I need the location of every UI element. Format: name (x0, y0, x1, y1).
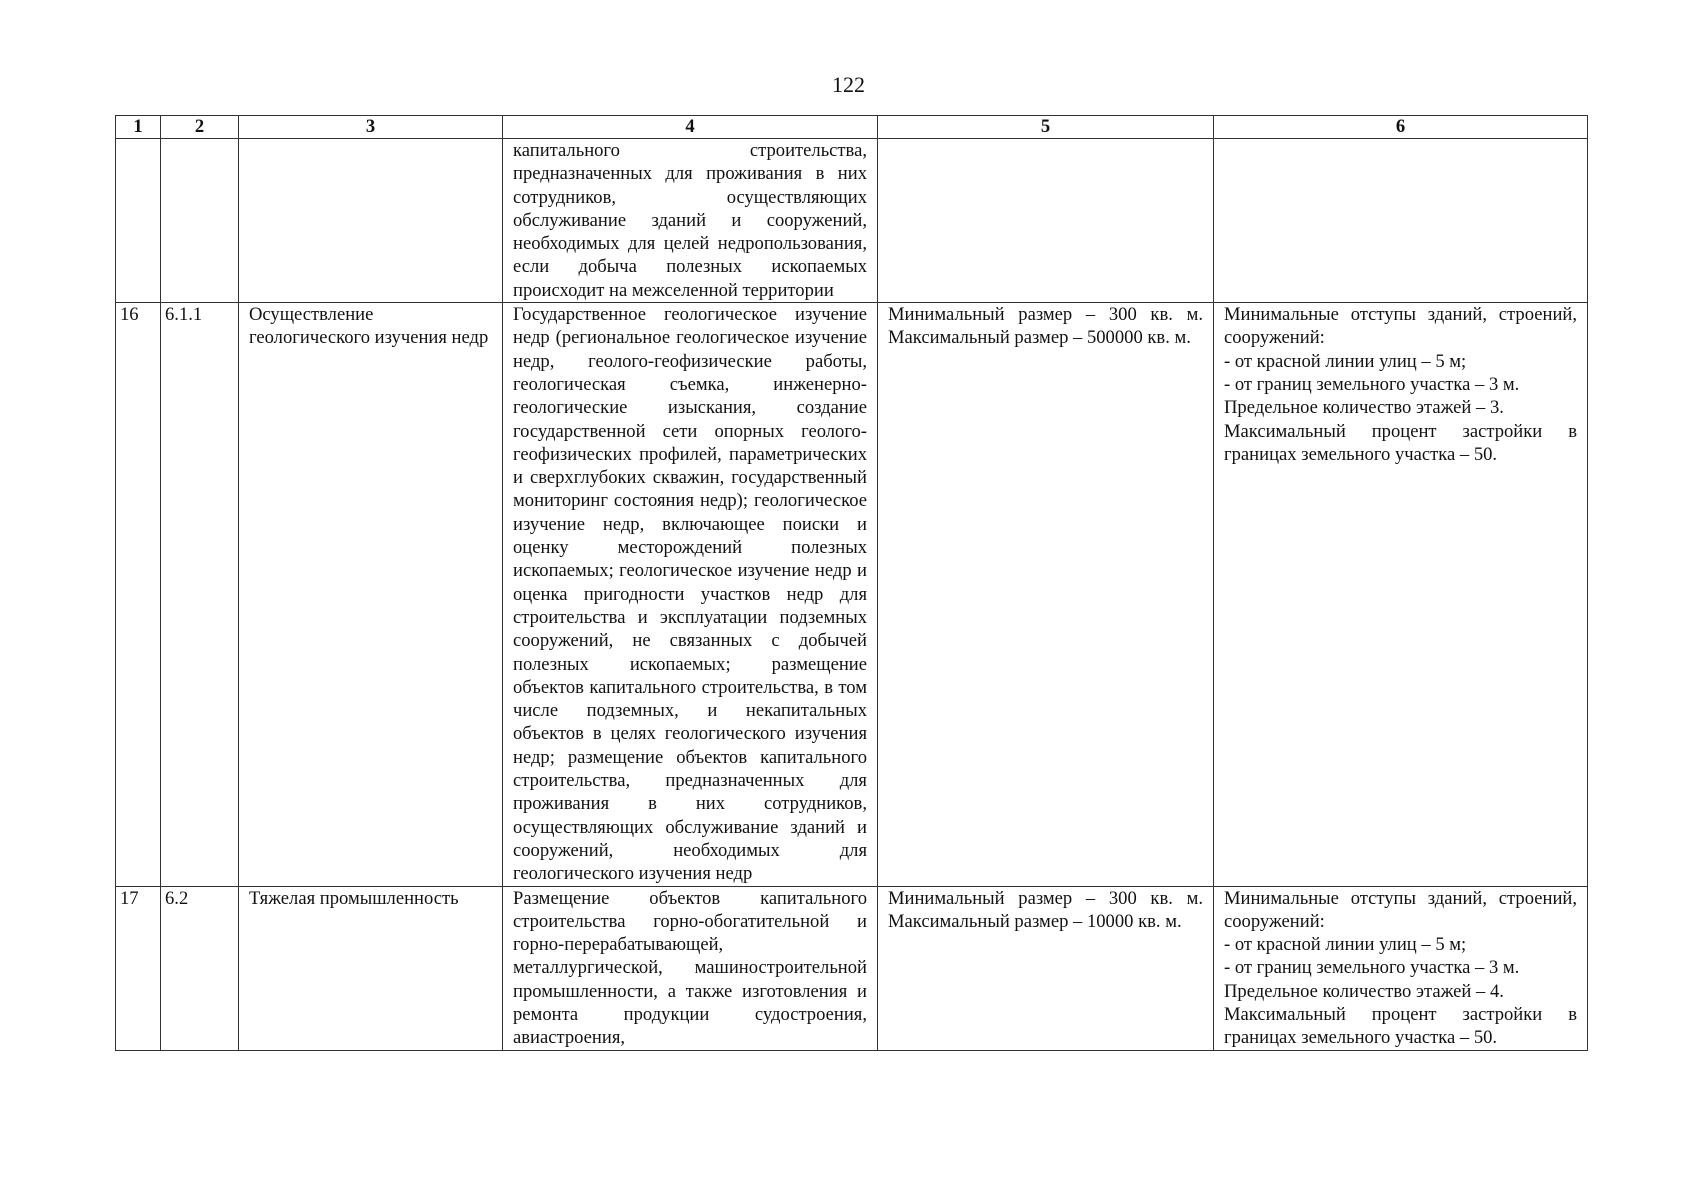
param-line: Максимальный процент застройки в границах земельного участка – 50. (1224, 420, 1577, 465)
param-line: Минимальные отступы зданий, строений, сооружений: (1224, 304, 1577, 349)
table-row (116, 886, 1588, 1050)
cell-use-name: Осуществление геологического изучения недр (239, 303, 503, 886)
cell-use-code: 6.1.1 (161, 303, 239, 886)
param-line: Минимальные отступы зданий, строений, сооружений: (1224, 887, 1577, 932)
cell-plot-sizes: Минимальный размер – 300 кв. м. Максимальный размер – 500000 кв. м. (878, 303, 1214, 886)
param-line: Предельное количество этажей – 3. (1224, 397, 1504, 419)
cell-building-params (1214, 303, 1588, 886)
cell-row-number: 17 (116, 886, 161, 1050)
cell-use-code: 6.2 (161, 886, 239, 1050)
table-row (116, 303, 1588, 886)
column-header-6: 6 (1214, 116, 1588, 139)
param-line: - от красной линии улиц – 5 м; (1224, 350, 1467, 372)
page-number: 122 (832, 72, 865, 97)
cell-code-empty (161, 139, 239, 303)
regulations-table (115, 115, 1588, 1051)
cell-use-name: Тяжелая промышленность (239, 886, 503, 1050)
param-line: - от красной линии улиц – 5 м; (1224, 934, 1467, 956)
param-line: - от границ земельного участка – 3 м. (1224, 957, 1520, 979)
column-header-2: 2 (161, 116, 239, 139)
param-line: Максимальный процент застройки в границах земельного участка – 50. (1224, 1003, 1577, 1049)
cell-row-number: 16 (116, 303, 161, 886)
cell-use-description: Государственное геологическое изучение недр (региональное геологическое изучение недр, геолого-геофизические работы, геологическая съемка, инженерно-геологические изыскания, создание государственной сети опорных геолого-геофизических профилей, параметрических и сверхглубоких скважин, государственный мониторинг состояния недр); геологическое изучение недр, включающее поиски и оценку месторождений полезных ископаемых; геологическое изучение недр и оценка пригодности участков недр для строительства и эксплуатации подземных сооружений, не связанных с добычей полезных ископаемых; размещение объектов капитального строительства, в том числе подземных, и некапитальных объектов в целях геологического изучения недр; размещение объектов капитального строительства, предназначенных для проживания в них сотрудников, осуществляющих обслуживание зданий и сооружений, необходимых для геологического изучения недр (503, 303, 878, 886)
table-header-row (116, 116, 1588, 139)
param-line: Предельное количество этажей – 4. (1224, 980, 1504, 1002)
cell-use-description: Размещение объектов капитального строительства горно-обогатительной и горно-перерабатывающей, металлургической, машиностроительной промышленности, а также изготовления и ремонта продукции судостроения, авиастроения, (503, 886, 878, 1050)
table-row-continuation (116, 139, 1588, 303)
cell-num-empty (116, 139, 161, 303)
column-header-5: 5 (878, 116, 1214, 139)
column-header-1: 1 (116, 116, 161, 139)
column-header-3: 3 (239, 116, 503, 139)
cell-description-continuation: капитального строительства, предназначенных для проживания в них сотрудников, осуществляющих обслуживание зданий и сооружений, необходимых для целей недропользования, если добыча полезных ископаемых происходит на межселенной территории (503, 139, 878, 303)
cell-building-params (1214, 886, 1588, 1050)
cell-params-empty (1214, 139, 1588, 303)
cell-name-empty (239, 139, 503, 303)
cell-plot-sizes: Минимальный размер – 300 кв. м. Максимальный размер – 10000 кв. м. (878, 886, 1214, 1050)
param-line: - от границ земельного участка – 3 м. (1224, 373, 1520, 395)
cell-sizes-empty (878, 139, 1214, 303)
column-header-4: 4 (503, 116, 878, 139)
